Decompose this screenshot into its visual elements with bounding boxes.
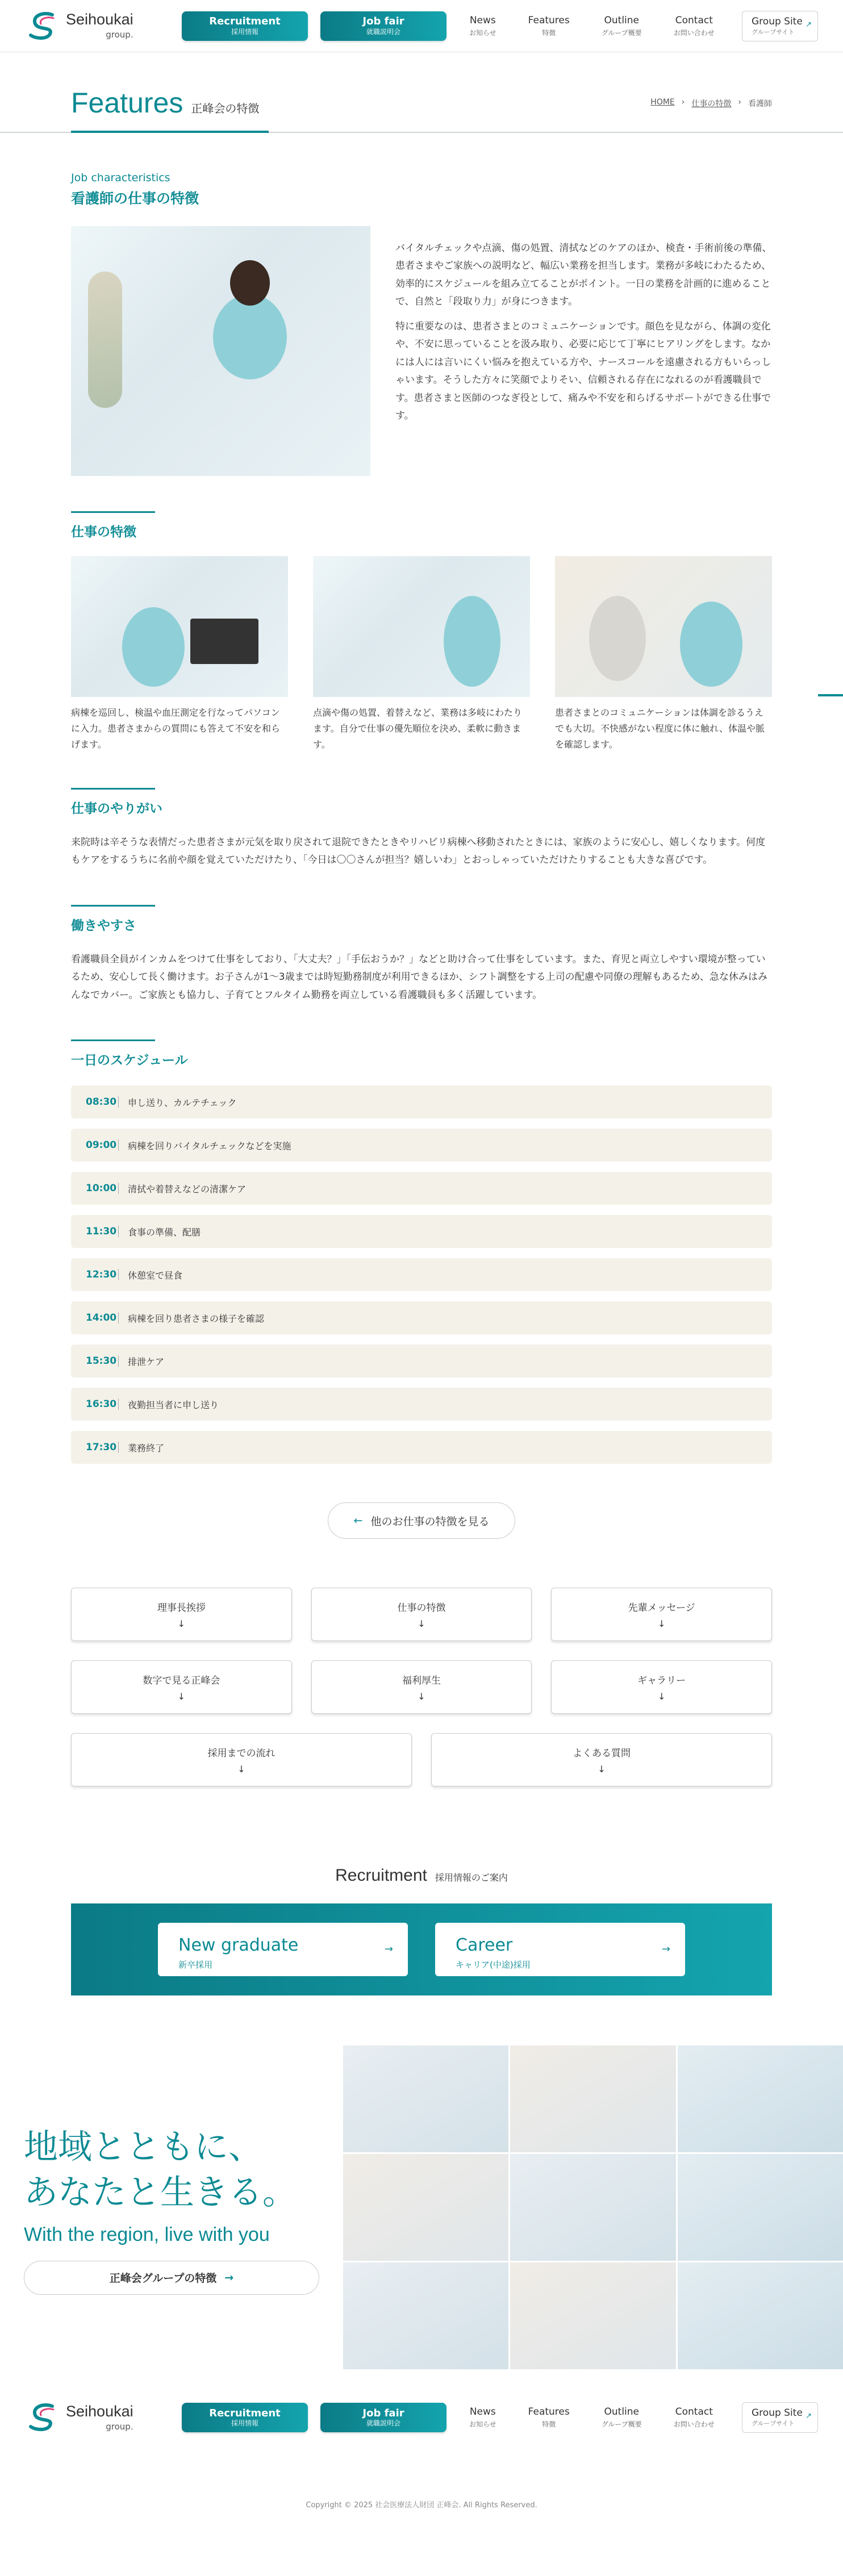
breadcrumb <box>650 98 772 109</box>
side-indicator <box>818 694 843 696</box>
page-title: Features <box>71 87 183 119</box>
title-underline <box>71 131 269 133</box>
link-label: 採用までの流れ <box>207 1748 276 1760</box>
feature-card <box>313 556 530 753</box>
region-banner <box>0 2045 843 2369</box>
feature-card-text: 患者さまとのコミュニケーションは体調を診るうえでも大切。不快感がない程度に体に触れ、体温や脈を確認します。 <box>555 707 765 750</box>
breadcrumb-current: 看護師 <box>748 99 772 108</box>
recruit-box <box>71 1903 772 1995</box>
link-chairman-greeting[interactable] <box>71 1588 292 1641</box>
link-hiring-flow[interactable] <box>71 1733 412 1786</box>
region-copy-line-1: 地域とともに、 <box>24 2127 262 2168</box>
schedule-row <box>71 1172 772 1205</box>
footer-nav-features[interactable] <box>528 2406 570 2429</box>
breadcrumb-home[interactable]: HOME <box>650 98 675 107</box>
page-heading <box>0 52 843 133</box>
chevron-right-icon: › <box>681 98 685 107</box>
new-graduate-label: New graduate <box>178 1935 299 1956</box>
feature-photo-1 <box>71 556 288 697</box>
arrow-down-icon: ↓ <box>237 1764 245 1775</box>
new-graduate-label-jp: 新卒採用 <box>178 1960 213 1970</box>
feature-card <box>71 556 288 753</box>
page-links-2 <box>71 1733 772 1786</box>
schedule-row <box>71 1215 772 1248</box>
schedule-row <box>71 1345 772 1377</box>
copyright: Copyright © 2025 社会医療法人財団 正峰会. All Rights Reserved. <box>306 2501 537 2510</box>
career-button[interactable] <box>435 1923 685 1976</box>
external-link-icon: ↗ <box>806 20 812 29</box>
footer-nav-outline[interactable] <box>602 2406 642 2429</box>
rewarding-text: 来院時は辛そうな表情だった患者さまが元気を取り戻されて退院できたときやリハビリ病棟へ移動されたときには、家族のように安心し、嬉しくなります。何度もケアをするうちに名前や顔を覚えていただけたり、「今日は〇〇さんが担当？嬉しいわ」とおっしゃっていただけたりすることも大きな喜びです。 <box>71 837 766 866</box>
rewarding-heading: 仕事のやりがい <box>71 788 162 817</box>
group-site-jp: グループサイト <box>752 2420 795 2428</box>
arrow-down-icon: ↓ <box>418 1618 425 1630</box>
schedule-row <box>71 1431 772 1464</box>
nav-contact-en: Contact <box>675 14 713 26</box>
schedule-desc: 食事の準備、配膳 <box>128 1226 201 1238</box>
job-fair-button[interactable] <box>320 11 446 41</box>
nav-outline-jp: グループ概要 <box>601 2420 642 2429</box>
workstyle-text: 看護職員全員がインカムをつけて仕事をしており、「大丈夫？」「手伝おうか？」などと助け合って仕事をしています。また、育児と両立しやすい環境が整っているため、安心して長く働けます。お子さんが1〜3歳までは時短勤務制度が利用できるほか、シフト調整をする上司の配慮や同僚の理解もあるため、急な休みはみんなでカバー。ご家族とも協力し、子育てとフルタイム勤務を両立している看護職員も多く活躍しています。 <box>71 953 767 1001</box>
schedule-row <box>71 1129 772 1162</box>
schedule-row <box>71 1085 772 1118</box>
logo-mark-icon <box>27 2403 59 2432</box>
link-label: 福利厚生 <box>402 1675 441 1687</box>
logo-sub: group. <box>106 30 133 40</box>
main-nav <box>469 15 715 37</box>
schedule-desc: 休憩室で昼食 <box>128 1270 183 1281</box>
footer-recruitment-button[interactable] <box>182 2403 308 2432</box>
recruit-title-jp: 採用情報のご案内 <box>435 1872 508 1884</box>
schedule-time: 11:30 <box>86 1226 119 1237</box>
staff-photo <box>343 2262 508 2369</box>
link-job-features[interactable] <box>311 1588 532 1641</box>
breadcrumb-features[interactable]: 仕事の特徴 <box>691 99 732 108</box>
staff-photo <box>510 2045 675 2152</box>
group-site-jp: グループサイト <box>752 28 795 36</box>
footer-nav <box>469 2406 715 2429</box>
schedule-time: 15:30 <box>86 1355 119 1367</box>
schedule-desc: 病棟を回り患者さまの様子を確認 <box>128 1313 265 1324</box>
nav-outline[interactable] <box>602 15 642 37</box>
staff-photo-mosaic <box>343 2045 843 2369</box>
schedule-row <box>71 1258 772 1291</box>
rewarding-section <box>71 788 772 870</box>
schedule-desc: 業務終了 <box>128 1442 165 1454</box>
nurse-photo <box>71 226 370 476</box>
schedule-heading: 一日のスケジュール <box>71 1039 188 1068</box>
workstyle-heading: 働きやすさ <box>71 905 136 934</box>
nav-outline-en: Outline <box>604 2406 640 2418</box>
link-label: 仕事の特徴 <box>397 1602 446 1614</box>
nav-news[interactable] <box>469 15 496 37</box>
group-site-button[interactable] <box>742 11 818 41</box>
feature-card <box>555 556 772 753</box>
nav-contact[interactable] <box>674 15 715 37</box>
arrow-down-icon: ↓ <box>177 1691 186 1702</box>
schedule-list <box>71 1085 772 1464</box>
schedule-row <box>71 1301 772 1334</box>
footer-nav-contact[interactable] <box>674 2406 715 2429</box>
group-features-button[interactable] <box>24 2261 319 2295</box>
arrow-down-icon: ↓ <box>657 1691 666 1702</box>
footer-group-site-button[interactable] <box>742 2402 818 2433</box>
other-jobs-label: 他のお仕事の特徴を見る <box>370 1515 490 1528</box>
intro-subtitle: Job characteristics <box>71 172 170 184</box>
career-label-jp: キャリア(中途)採用 <box>456 1960 531 1970</box>
intro-paragraph-1: バイタルチェックや点滴、傷の処置、清拭などのケアのほか、検査・手術前後の準備、患者さまやご家族への説明など、幅広い業務を担当します。業務が多岐にわたるため、効率的にスケジュールを組み立てることがポイント。一日の業務を計画的に進めることで、自然と「段取り力」が身につきます。 <box>395 243 772 308</box>
external-link-icon: ↗ <box>806 2412 812 2421</box>
arrow-right-icon: → <box>384 1943 393 1956</box>
schedule-time: 08:30 <box>86 1096 119 1108</box>
schedule-desc: 清拭や着替えなどの清潔ケア <box>128 1183 247 1195</box>
group-features-label: 正峰会グループの特徴 <box>109 2272 217 2285</box>
schedule-time: 09:00 <box>86 1139 119 1151</box>
job-fair-label: Job fair <box>362 2407 404 2419</box>
recruitment-label-jp: 採用情報 <box>231 2419 258 2428</box>
link-label: 理事長挨拶 <box>157 1602 206 1614</box>
nav-contact-jp: お問い合わせ <box>673 2420 715 2429</box>
features-section <box>71 511 772 753</box>
recruit-title: Recruitment <box>335 1866 427 1885</box>
recruitment-button[interactable] <box>182 11 308 41</box>
schedule-desc: 病棟を回りバイタルチェックなどを実施 <box>128 1140 291 1151</box>
link-gallery[interactable] <box>551 1660 772 1714</box>
logo-sub: group. <box>106 2421 133 2432</box>
other-jobs-button[interactable] <box>328 1502 515 1539</box>
link-label: 先輩メッセージ <box>628 1602 695 1614</box>
schedule-time: 16:30 <box>86 1398 119 1410</box>
feature-photo-2 <box>313 556 530 697</box>
staff-photo <box>678 2262 843 2369</box>
schedule-time: 12:30 <box>86 1269 119 1280</box>
nav-news-en: News <box>469 2406 496 2418</box>
nav-features[interactable] <box>528 15 570 37</box>
staff-photo <box>678 2154 843 2261</box>
job-fair-label-jp: 就職説明会 <box>366 27 400 36</box>
footer-nav-news[interactable] <box>469 2406 496 2429</box>
link-faq[interactable] <box>431 1733 772 1786</box>
staff-photo <box>510 2154 675 2261</box>
arrow-left-icon: ← <box>353 1514 363 1527</box>
schedule-desc: 夜勤担当者に申し送り <box>128 1399 219 1410</box>
schedule-time: 17:30 <box>86 1442 119 1453</box>
link-label: 数字で見る正峰会 <box>143 1675 220 1687</box>
logo[interactable] <box>27 11 169 41</box>
schedule-section <box>71 1039 772 1464</box>
recruitment-label-jp: 採用情報 <box>231 27 258 36</box>
arrow-right-icon: → <box>661 1943 670 1956</box>
main-content <box>71 172 772 1995</box>
chevron-right-icon: › <box>738 98 741 107</box>
nav-features-jp: 特徴 <box>542 2420 556 2429</box>
career-label: Career <box>456 1935 513 1956</box>
link-senior-messages[interactable] <box>551 1588 772 1641</box>
arrow-down-icon: ↓ <box>598 1764 606 1775</box>
schedule-desc: 排泄ケア <box>128 1356 165 1367</box>
staff-photo <box>343 2154 508 2261</box>
link-label: ギャラリー <box>637 1675 686 1687</box>
nav-contact-en: Contact <box>675 2406 713 2418</box>
site-footer <box>0 2392 843 2443</box>
region-copy-line-2: あなたと生きる。 <box>24 2172 297 2212</box>
logo-name: Seihoukai <box>66 11 133 28</box>
link-label: よくある質問 <box>573 1748 631 1760</box>
link-numbers[interactable] <box>71 1660 292 1714</box>
arrow-down-icon: ↓ <box>177 1618 186 1630</box>
logo-name: Seihoukai <box>66 2402 133 2420</box>
intro-paragraph-2: 特に重要なのは、患者さまとのコミュニケーションです。顔色を見ながら、体調の変化や、不安に思っていることを汲み取り、必要に応じて丁寧にヒアリングをします。なかには人には言いにくい悩みを抱えている方や、ナースコールを遠慮される方もいらっしゃいます。そうした方々に笑顔でよりそい、信頼される存在になれるのが看護職員です。患者さまと医師のつなぎ役として、痛みや不安を和らげるサポートができる仕事です。 <box>395 320 771 421</box>
group-site-en: Group Site <box>752 15 803 27</box>
staff-photo <box>343 2045 508 2152</box>
nav-features-jp: 特徴 <box>542 28 556 37</box>
nav-news-en: News <box>469 14 496 26</box>
nav-news-jp: お知らせ <box>469 28 496 37</box>
nav-outline-jp: グループ概要 <box>601 28 642 37</box>
recruitment-label: Recruitment <box>209 2407 281 2419</box>
recruit-heading <box>71 1866 772 1885</box>
arrow-down-icon: ↓ <box>657 1618 666 1630</box>
arrow-right-icon: → <box>224 2271 234 2284</box>
workstyle-section <box>71 905 772 1004</box>
footer-logo[interactable] <box>27 2403 169 2432</box>
schedule-time: 10:00 <box>86 1183 119 1194</box>
intro-title: 看護師の仕事の特徴 <box>71 190 199 207</box>
schedule-time: 14:00 <box>86 1312 119 1324</box>
page-links <box>71 1588 772 1714</box>
schedule-row <box>71 1388 772 1421</box>
feature-photo-3 <box>555 556 772 697</box>
nav-features-en: Features <box>528 14 570 26</box>
arrow-down-icon: ↓ <box>418 1691 425 1702</box>
staff-photo <box>510 2262 675 2369</box>
group-site-en: Group Site <box>752 2407 803 2419</box>
feature-card-text: 点滴や傷の処置、着替えなど、業務は多岐にわたります。自分で仕事の優先順位を決め、柔軟に動きます。 <box>313 707 523 750</box>
nav-news-jp: お知らせ <box>469 2420 496 2429</box>
logo-mark-icon <box>27 11 59 41</box>
site-header <box>0 0 843 52</box>
nav-outline-en: Outline <box>604 14 640 26</box>
region-copy-en: With the region, live with you <box>24 2223 270 2245</box>
new-graduate-button[interactable] <box>158 1923 408 1976</box>
job-fair-label: Job fair <box>362 15 404 27</box>
nav-contact-jp: お問い合わせ <box>673 28 715 37</box>
intro-block <box>71 226 772 476</box>
nav-features-en: Features <box>528 2406 570 2418</box>
link-benefits[interactable] <box>311 1660 532 1714</box>
recruitment-label: Recruitment <box>209 15 281 27</box>
feature-card-text: 病棟を巡回し、検温や血圧測定を行なってパソコンに入力。患者さまからの質問にも答えて不安を和らげます。 <box>71 707 281 750</box>
footer-job-fair-button[interactable] <box>320 2403 446 2432</box>
staff-photo <box>678 2045 843 2152</box>
schedule-desc: 申し送り、カルテチェック <box>128 1097 237 1108</box>
page-title-jp: 正峰会の特徴 <box>191 102 260 115</box>
features-heading: 仕事の特徴 <box>71 511 136 540</box>
job-fair-label-jp: 就職説明会 <box>366 2419 400 2428</box>
